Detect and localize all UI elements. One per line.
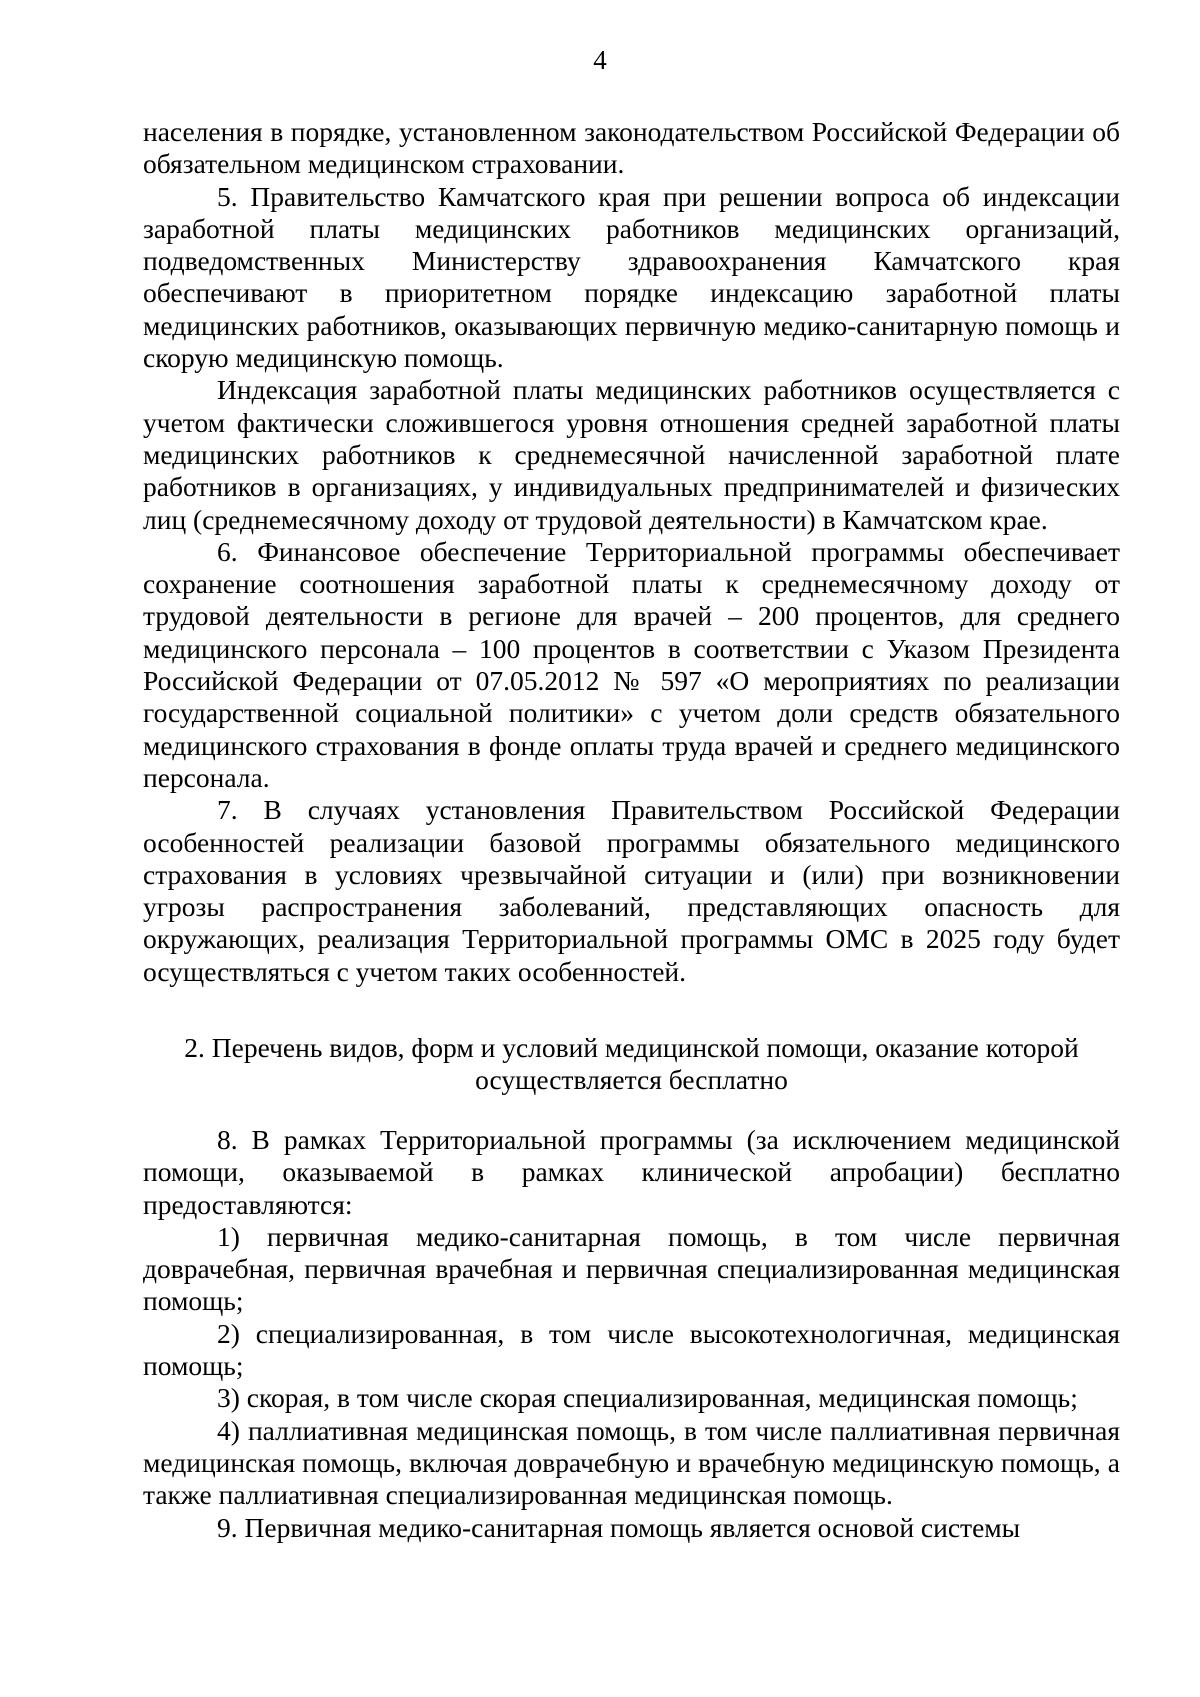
body-text-top	[143, 116, 1120, 988]
paragraph-subitem-1: 1) первичная медико-санитарная помощь, в том числе первичная доврачебная, первичная врачебная и первичная специализированная медицинская помощь;	[143, 1220, 1120, 1317]
section-heading	[143, 1032, 1120, 1097]
paragraph-item-9: 9. Первичная медико-санитарная помощь является основой системы	[217, 1511, 1021, 1543]
paragraph-subitem-3: 3) скорая, в том числе скорая специализированная, медицинская помощь;	[217, 1382, 1078, 1414]
section-heading-line-2: осуществляется бесплатно	[475, 1064, 788, 1096]
section-heading-line-1: 2. Перечень видов, форм и условий медицинской помощи, оказание которой	[184, 1032, 1079, 1063]
paragraph-indexation: Индексация заработной платы медицинских работников осуществляется с учетом фактически сложившегося уровня отношения средней заработной платы медицинских работников к среднемесячной начисленной заработной плате работников в организациях, у индивидуальных предпринимателей и физических лиц (среднемесячному доходу от трудовой деятельности) в Камчатском крае.	[143, 374, 1120, 535]
paragraph-subitem-4: 4) паллиативная медицинская помощь, в том числе паллиативная первичная медицинская помощь, включая доврачебную и врачебную медицинскую помощь, а также паллиативная специализированная медицинская помощь.	[143, 1414, 1120, 1511]
body-text-bottom	[143, 1124, 1120, 1544]
paragraph-item-6: 6. Финансовое обеспечение Территориальной программы обеспечивает сохранение соотношения заработной платы к среднемесячному доходу от трудовой деятельности в регионе для врачей – 200 процентов, для среднего медицинского персонала – 100 процентов в соответствии с Указом Президента Российской Федерации от 07.05.2012 № 597 «О мероприятиях по реализации государственной социальной политики» с учетом доли средств обязательного медицинского страхования в фонде оплаты труда врачей и среднего медицинского персонала.	[143, 535, 1120, 793]
page-number: 4	[593, 45, 607, 75]
paragraph-continuation: населения в порядке, установленном законодательством Российской Федерации об обязательном медицинском страховании.	[143, 116, 1120, 180]
paragraph-item-8: 8. В рамках Территориальной программы (за исключением медицинской помощи, оказываемой в рамках клинической апробации) бесплатно предоставляются:	[143, 1124, 1120, 1220]
paragraph-item-5: 5. Правительство Камчатского края при решении вопроса об индексации заработной платы медицинских работников медицинских организаций, подведомственных Министерству здравоохранения Камчатского края обеспечивают в приоритетном порядке индексацию заработной платы медицинских работников, оказывающих первичную медико-санитарную помощь и скорую медицинскую помощь.	[143, 180, 1120, 374]
paragraph-item-7: 7. В случаях установления Правительством Российской Федерации особенностей реализации базовой программы обязательного медицинского страхования в условиях чрезвычайной ситуации и (или) при возникновении угрозы распространения заболеваний, представляющих опасность для окружающих, реализация Территориальной программы ОМС в 2025 году будет осуществляться с учетом таких особенностей.	[143, 794, 1120, 987]
paragraph-subitem-2: 2) специализированная, в том числе высокотехнологичная, медицинская помощь;	[143, 1317, 1120, 1382]
